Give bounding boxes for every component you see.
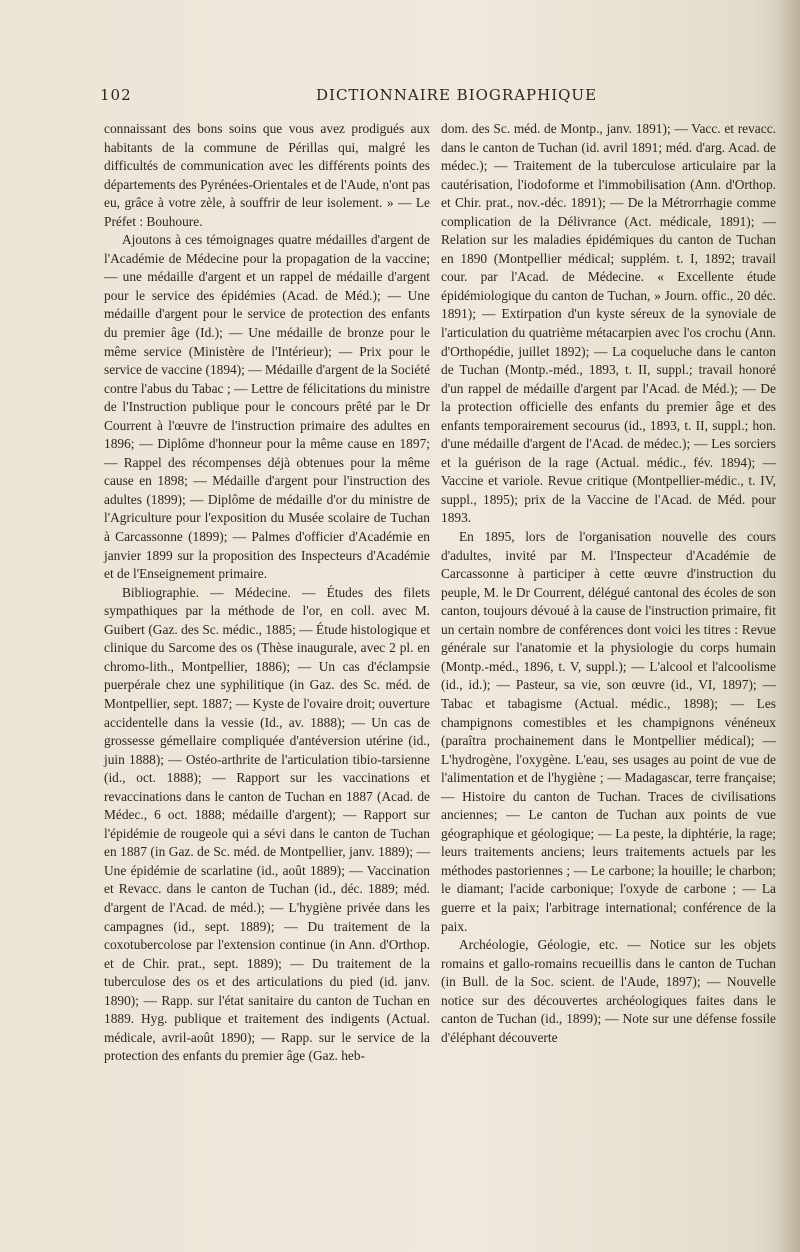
- running-header: [100, 86, 730, 108]
- paragraph: En 1895, lors de l'organisation nouvelle des cours d'adultes, invité par M. l'Inspecteur d'Académie de Carcassonne à participer à cette œuvre d'instruction du peuple, M. le Dr Courrent, délégué cantonal des écoles de son canton, toujours dévoué à la cause de l'instruction primaire, fit un certain nombre de conférences dont voici les titres : Revue générale sur l'anatomie et la physiologie du corps humain (Montp.-méd., 1896, t. V, suppl.); — L'alcool et l'alcoolisme (id., id.); — Pasteur, sa vie, son œuvre (id., VI, 1897); — Tabac et tabagisme (Actual. médic., 1898); — Les champignons comestibles et les champignons vénéneux (paraîtra prochainement dans le Montpellier médical); — L'hydrogène, l'oxygène. L'eau, ses usages au point de vue de l'alimentation et de l'hygiène ; — Madagascar, terre française; — Histoire du canton de Tuchan. Traces de civilisations anciennes; — Le canton de Tuchan aux points de vue géographique et géologique; — La peste, la diphtérie, la rage; leurs traitements anciens; leurs traitements actuels par les méthodes pastoriennes ; — Le carbone; la houille; le charbon; le diamant; l'acide carbonique; l'oxyde de carbone ; — La guerre et la paix; l'arbitrage international; conférence de la paix.: [441, 529, 776, 934]
- right-column: [441, 120, 776, 1047]
- paragraph: connaissant des bons soins que vous avez prodigués aux habitants de la commune de Périllas qui, malgré les difficultés de communication avec les différents points des départements des Pyrénées-Orientales et de l'Aude, n'ont pas eu, grâce à votre zèle, à souffrir de leur isolement. » — Le Préfet : Bouhoure.: [104, 121, 430, 229]
- paragraph: dom. des Sc. méd. de Montp., janv. 1891); — Vacc. et revacc. dans le canton de Tuchan (id. avril 1891; méd. d'arg. Acad. de médec.); — Traitement de la tuberculose articulaire par la cautérisation, l'iodoforme et l'immobilisation (Ann. d'Orthop. et Chir. prat., nov.-déc. 1891); — De la Métrorrhagie comme complication de la Délivrance (Act. médicale, 1891); — Relation sur les maladies épidémiques du canton de Tuchan en 1890 (Montpellier médical; supplém. t. I, 1892; travail cour. par l'Acad. de Médecine. « Excellente étude épidémiologique du canton de Tuchan, » Journ. offic., 20 déc. 1891); — Extirpation d'un kyste séreux de la synoviale de l'articulation du quatrième métacarpien avec l'os crochu (Ann. d'Orthopédie, juillet 1892); — La coqueluche dans le canton de Tuchan (Montp.-méd., 1893, t. II, suppl.; travail honoré d'un rappel de médaille d'argent par l'Acad. de Méd.); — De la protection officielle des enfants du premier âge et des enfants temporairement secourus (id., 1893, t. II, suppl.; hon. d'une médaille d'argent de l'Acad. de médec.); — Les sorciers et la guérison de la rage (Actual. médic., fév. 1894); — Vaccine et variole. Revue critique (Montpellier-médic., t. IV, suppl., 1895); prix de la Vaccine de l'Acad. de Méd. pour 1893.: [441, 121, 776, 526]
- page-number: 102: [100, 86, 132, 104]
- left-column: [104, 120, 430, 1066]
- header-title: DICTIONNAIRE BIOGRAPHIQUE: [316, 86, 598, 104]
- page-edge-shadow: [778, 0, 800, 1252]
- paragraph: Bibliographie. — Médecine. — Études des filets sympathiques par la méthode de l'or, en coll. avec M. Guibert (Gaz. des Sc. médic., 1885; — Étude histologique et clinique du Sarcome des os (Thèse inaugurale, avec 2 pl. en chromo-lith., Montpellier, 1886); — Un cas d'éclampsie puerpérale chez une syphilitique (in Gaz. des Sc. méd. de Montpellier, sept. 1887; — Kyste de l'ovaire droit; ouverture accidentelle dans la vessie (Id., av. 1888); — Un cas de grossesse gémellaire compliquée d'antéversion utérine (id., juin 1888); — Ostéo-arthrite de l'articulation tibio-tarsienne (id., oct. 1888); — Rapport sur les vaccinations et revaccinations dans le canton de Tuchan en 1887 (Acad. de Médec., 6 oct. 1888; médaille d'argent); — Rapport sur l'épidémie de rougeole qui a sévi dans le canton de Tuchan en 1887 (in Gaz. de Sc. méd. de Montpellier, janv. 1889); — Une épidémie de scarlatine (id., août 1889); — Vaccination et Revacc. dans le canton de Tuchan (id., déc. 1889; méd. d'argent de l'Acad. de méd.); — L'hygiène privée dans les campagnes (id., sept. 1889); — Du traitement de la coxotubercolose par l'extension continue (in Ann. d'Orthop. et de Chir. prat., sept. 1889); — Du traitement de la tuberculose des os et des articulations du pied (id. janv. 1890); — Rapp. sur l'état sanitaire du canton de Tuchan en 1889. Hyg. publique et traitement des indigents (Actual. médicale, avril-août 1890); — Rapp. sur le service de la protection des enfants du premier âge (Gaz. heb-: [104, 584, 430, 1064]
- paragraph: Ajoutons à ces témoignages quatre médailles d'argent de l'Académie de Médecine pour la propagation de la vaccine; — une médaille d'argent et un rappel de médaille d'argent pour le service des épidémies (Acad. de Méd.); — Une médaille d'argent pour le service de protection des enfants du premier âge (Id.); — Une médaille de bronze pour le même service (Ministère de l'Intérieur); — Prix pour le service de vaccine (1894); — Médaille d'argent de la Société contre l'abus du Tabac ; — Lettre de félicitations du ministre de l'Instruction publique pour le concours prêté par le Dr Courrent à l'œuvre de l'instruction primaire des adultes en 1896; — Diplôme d'honneur pour la même cause en 1897; — Rappel des récompenses déjà obtenues pour la même cause en 1898; — Médaille d'argent pour l'instruction des adultes (1899); — Diplôme de médaille d'or du ministre de l'Agriculture pour l'exposition du Musée scolaire de Tuchan à Carcassonne (1899); — Palmes d'officier d'Académie en janvier 1899 sur la proposition des Inspecteurs d'Académie et de l'Enseignement primaire.: [104, 232, 431, 582]
- paragraph: Archéologie, Géologie, etc. — Notice sur les objets romains et gallo-romains recueillis dans le canton de Tuchan (in Bull. de la Soc. scient. de l'Aude, 1897); — Nouvelle notice sur des découvertes archéologiques faites dans le canton de Tuchan (id., 1899); — Note sur une défense fossile d'éléphant découverte: [441, 937, 776, 1045]
